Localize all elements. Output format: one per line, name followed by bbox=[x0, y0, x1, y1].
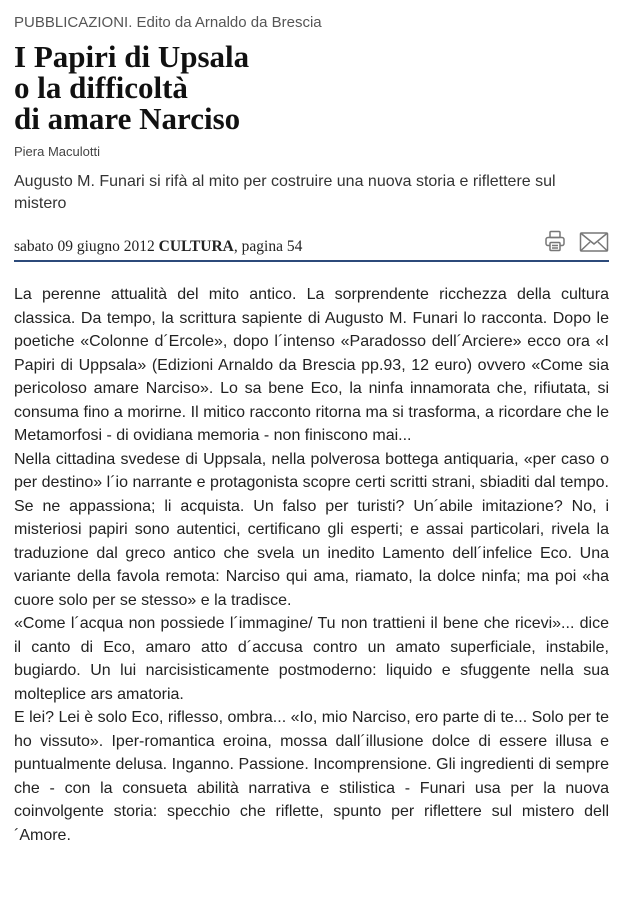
body-paragraph: «Come l´acqua non possiede l´immagine/ Tu non trattieni il bene che ricevi»... dice il canto di Eco, amaro atto d´accusa contro un amato superficiale, instabile, bugiardo. Un lui narcisisticamente postmoderno: liquido e sfuggente nella sua molteplice ars amatoria. bbox=[14, 615, 609, 703]
headline-line-3: di amare Narciso bbox=[14, 101, 241, 136]
article-subtitle: Augusto M. Funari si rifà al mito per costruire una nuova storia e riflettere sul mistero bbox=[14, 173, 556, 212]
printer-icon[interactable] bbox=[543, 229, 567, 258]
body-paragraph: E lei? Lei è solo Eco, riflesso, ombra... «Io, mio Narciso, ero parte di te... Solo per te ho vissuto». Iper-romantica eroina, mossa dall´illusione dolce di essere illusa e puntualmente delusa. Inganno. Passione. Incomprensione. Gli ingredienti di sempre che - con la consueta abilità narrativa e stilistica - Funari usa per la nuova coinvolgente storia: specchio che riflette, spunto per riflettere sul mistero dell´Amore. bbox=[14, 709, 609, 844]
dateline-date: sabato 09 giugno 2012 bbox=[14, 238, 159, 255]
headline-line-1: I Papiri di Upsala bbox=[14, 39, 250, 74]
headline bbox=[14, 41, 603, 134]
dateline-section: CULTURA bbox=[158, 238, 234, 255]
dateline-page: , pagina 54 bbox=[233, 238, 303, 255]
dateline-bar bbox=[14, 237, 609, 262]
headline-line-2: o la difficoltà bbox=[14, 70, 188, 105]
article-body bbox=[14, 283, 609, 847]
body-paragraph: Nella cittadina svedese di Uppsala, nella polverosa bottega antiquaria, «per caso o per destino» l´io narrante e protagonista scopre certi scritti strani, sbiaditi dal tempo. Se ne appassiona; li acquista. Un falso per turisti? Un´abile imitazione? No, i misteriosi papiri sono autentici, certificano gli esperti; e assai particolari, rivela la traduzione dal greco antico che svela un inedito Lamento dell´infelice Eco. Una variante della favola remota: Narciso qui ama, riamato, la dolce ninfa; ma poi «ha cuore solo per se stesso» e la tradisce. bbox=[14, 450, 609, 609]
dateline bbox=[14, 238, 302, 256]
author-byline: Piera Maculotti bbox=[14, 144, 100, 159]
kicker-text: Edito da Arnaldo da Brescia bbox=[132, 14, 322, 31]
body-paragraph: La perenne attualità del mito antico. La sorprendente ricchezza della cultura classica. Da tempo, la scrittura sapiente di Augusto M. Funari lo racconta. Dopo le poetiche «Colonne d´Ercole», dopo l´intenso «Paradosso dell´Arciere» ecco ora «I Papiri di Uppsala» (Edizioni Arnaldo da Brescia pp.93, 12 euro) ovvero «Come sia pericoloso amare Narciso». Lo sa bene Eco, la ninfa innamorata che, rifiutata, si consuma fino a morirne. Il mitico racconto ritorna ma si trasforma, a ricordare che le Metamorfosi - di ovidiana memoria - non finiscono mai... bbox=[14, 286, 609, 444]
article-tools bbox=[543, 229, 609, 258]
envelope-icon[interactable] bbox=[579, 231, 609, 258]
kicker bbox=[14, 14, 603, 31]
kicker-rubric: PUBBLICAZIONI. bbox=[14, 14, 133, 31]
